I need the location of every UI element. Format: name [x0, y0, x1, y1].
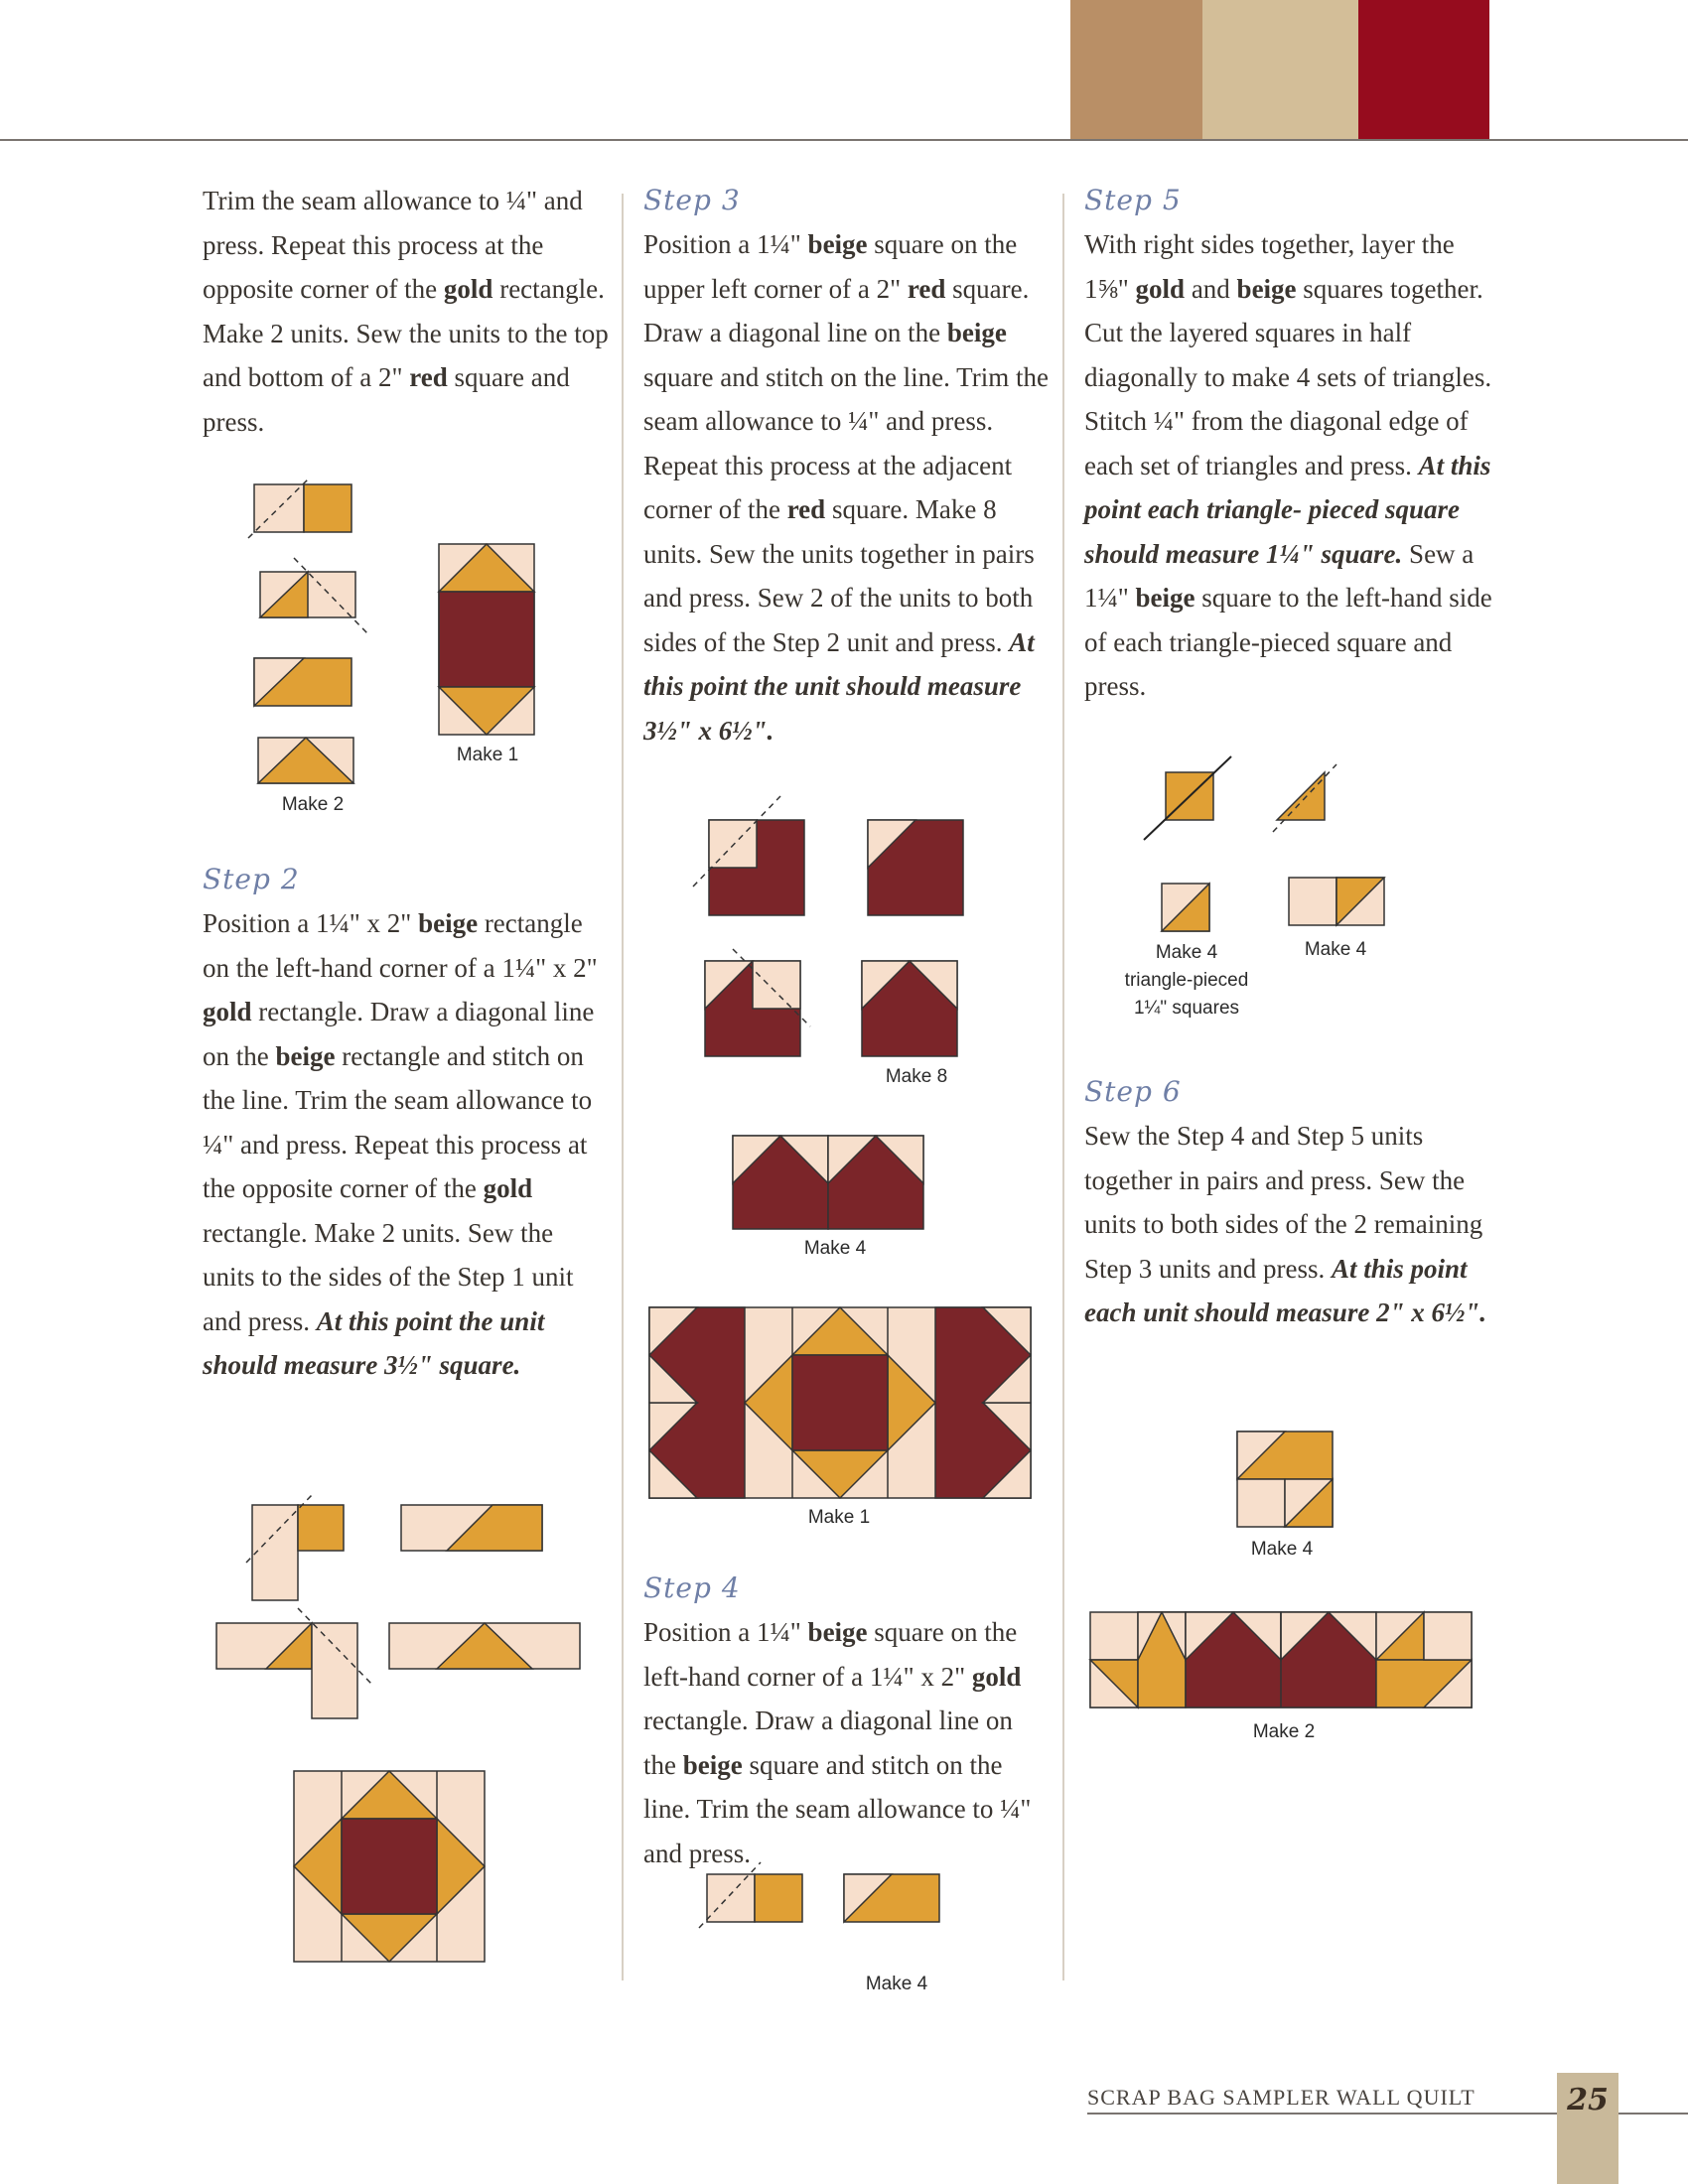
color-swatch-red: [1358, 0, 1489, 139]
step2-text: Position a 1¼" x 2" beige rectangle on the left-hand corner of a 1¼" x 2" gold rectangle. Draw a diagonal line on the beige rectangle and stitch on the line. Trim the seam allowance to ¼" and press. Repeat this process at the opposite corner of the gold rectangle. Make 2 units. Sew the units to the sides of the Step 1 unit and press. At this point the unit should measure 3½" square.: [203, 908, 598, 1380]
text-line: units to the top and bottom of a: [203, 318, 609, 392]
step4-block: [643, 1567, 1051, 1875]
fig-step1-block: [437, 542, 538, 739]
fig-label-make1-col2: Make 1: [807, 1507, 871, 1528]
fig-label-make4: Make 4: [803, 1238, 867, 1259]
column-2: [643, 179, 1051, 752]
fig-label-step4-make4: Make 4: [865, 1974, 928, 1994]
fig-step6-strip: [1088, 1610, 1477, 1709]
fig-step5-triangles: [1142, 754, 1400, 943]
fig-step1-units: [238, 475, 397, 792]
text-line: rectangle. Make 2 units. Sew the: [203, 274, 605, 348]
step3-text: Position a 1¼" beige square on the upper left corner of a 2" red square. Draw a diagonal line on the beige square and stitch on the line. Trim the seam allowance to ¼" and press. Repeat this process at the adjacent corner of the red square. Make 8 units. Sew the units together in pairs and press. Sew 2 of the units to both sides of the Step 2 unit and press. At this point the unit should measure 3½" x 6½".: [643, 229, 1049, 746]
caption-line: triangle-pieced: [1124, 970, 1249, 991]
caption-line: Make 4: [1155, 942, 1218, 963]
fig-step3-pair: [731, 1134, 925, 1231]
step6-block: [1084, 1070, 1491, 1335]
step6-heading: Step 6: [1084, 1075, 1182, 1108]
fig-step2-units: [209, 1459, 586, 1727]
text-bold: gold: [443, 274, 493, 304]
step3-final: At this point the unit should measure 3½" x 6½".: [643, 626, 1035, 746]
column-3: [1084, 179, 1501, 709]
step3-heading: Step 3: [643, 184, 741, 216]
header-rule: [0, 139, 1688, 141]
step4-heading: Step 4: [643, 1571, 741, 1604]
column-divider-2: [1062, 194, 1064, 1980]
step5-heading: Step 5: [1084, 184, 1182, 216]
step5-final-2: pieced square should measure 1¼": [1084, 494, 1460, 569]
fig-label-step5-make4-a: [1102, 939, 1271, 1023]
color-swatch-tan: [1070, 0, 1202, 139]
column-1: [203, 179, 610, 444]
caption-line: 1¼" squares: [1133, 998, 1240, 1019]
step1-text: [203, 179, 610, 444]
step2-final-1: At this point the unit should: [203, 1305, 545, 1380]
step2-final-2: measure 3½" square.: [283, 1350, 521, 1380]
fig-step3-units: [685, 794, 983, 1082]
text-bold: red: [409, 362, 448, 392]
step5-final-3: square.: [1321, 538, 1403, 569]
fig-label-step5-make4-b: Make 4: [1304, 939, 1367, 960]
text-line: square and press.: [203, 362, 570, 437]
step4-text: Position a 1¼" beige square on the left-hand corner of a 1¼" x 2" gold rectangle. Draw a diagonal line on the beige square and stitch on the line. Trim the seam allowance to ¼" and press.: [643, 1617, 1032, 1868]
fig-step3-block: [647, 1305, 1033, 1500]
step2-heading: Step 2: [203, 863, 300, 895]
fig-label-make8: Make 8: [885, 1066, 948, 1087]
text-line: opposite corner of the: [203, 274, 444, 304]
fig-step2-block: [292, 1769, 487, 1964]
fig-label-step6-make2: Make 2: [1252, 1721, 1316, 1742]
color-swatch-beige: [1202, 0, 1358, 139]
fig-label-make2: Make 2: [281, 794, 345, 815]
fig-label-make1: Make 1: [456, 745, 519, 765]
footer-title: SCRAP BAG SAMPLER WALL QUILT: [1087, 2085, 1476, 2110]
text-line: Trim the seam allowance to ¼" and: [203, 186, 583, 215]
step5-text: With right sides together, layer the 1⅝" gold and beige squares together. Cut the layered squares in half diagonally to make 4 sets of triangles. Stitch ¼" from the diagonal edge of each set of triangles and press. At this point each triangle- pieced square should measure 1¼" square. Sew a 1¼" beige square to the left-hand side of each triangle-pieced square and press.: [1084, 229, 1492, 701]
text-line: press. Repeat this process at the: [203, 229, 544, 260]
column-divider-1: [622, 194, 624, 1980]
fig-step6-unit: [1235, 1430, 1335, 1529]
text-line: 2": [377, 362, 410, 392]
step5-final-1: At this point each triangle-: [1084, 450, 1491, 524]
fig-step4-units: [697, 1856, 945, 1936]
page-number: 25: [1567, 2083, 1609, 2117]
step6-final-2: measure 2" x 6½".: [1275, 1297, 1487, 1327]
step6-text: Sew the Step 4 and Step 5 units together in pairs and press. Sew the units to both sides of the 2 remaining Step 3 units and press. At this point each unit should measure 2" x 6½".: [1084, 1121, 1487, 1327]
step2-block: [203, 858, 610, 1388]
fig-label-step6-make4: Make 4: [1250, 1539, 1314, 1560]
step6-final-1: At this point each unit should: [1084, 1253, 1468, 1327]
